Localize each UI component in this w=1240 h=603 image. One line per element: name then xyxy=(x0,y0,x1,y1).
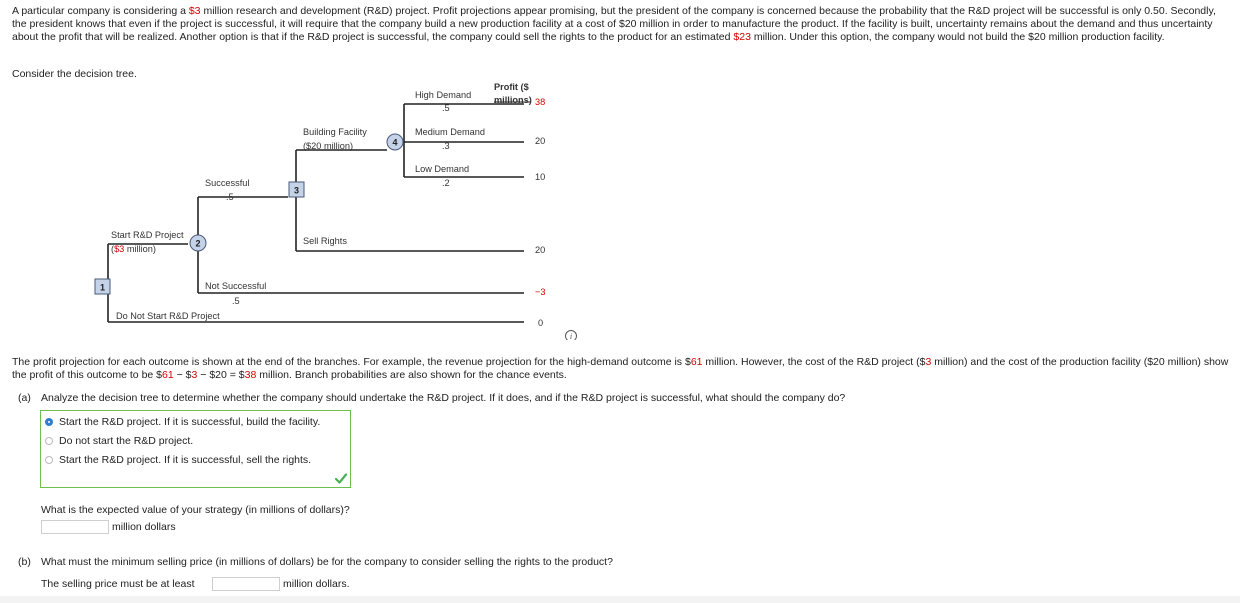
ev-unit: million dollars xyxy=(112,521,176,533)
not-successful-label: Not Successful xyxy=(205,281,267,291)
node-3-label: 3 xyxy=(293,185,300,196)
radio-unselected[interactable] xyxy=(45,456,53,464)
answer-options xyxy=(40,410,351,488)
profit-header-units: millions) xyxy=(494,95,532,105)
option-sell-rights[interactable]: Start the R&D project. If it is successful, sell the rights. xyxy=(45,454,311,466)
building-facility-label: Building Facility xyxy=(303,127,367,137)
building-cost-label: ($20 million) xyxy=(303,141,354,151)
low-demand-label: Low Demand xyxy=(415,164,470,174)
node-4-label: 4 xyxy=(392,137,398,148)
profit-medium: 20 xyxy=(535,136,546,146)
part-a-label: (a) xyxy=(18,392,31,404)
node-1-label: 1 xyxy=(99,282,106,293)
ev-question: What is the expected value of your strategy (in millions of dollars)? xyxy=(41,504,350,516)
bottom-bar xyxy=(0,596,1240,603)
option-do-not-start[interactable]: Do not start the R&D project. xyxy=(45,435,193,447)
selling-price-unit: million dollars. xyxy=(283,578,350,590)
info-icon-glyph: i xyxy=(569,332,573,340)
radio-unselected[interactable] xyxy=(45,437,53,445)
start-rd-label: Start R&D Project xyxy=(111,230,184,240)
not-successful-prob: .5 xyxy=(232,296,240,306)
rd-cost-label: ($3 million) xyxy=(111,244,156,254)
successful-label: Successful xyxy=(205,178,250,188)
part-a-question: Analyze the decision tree to determine whether the company should undertake the R&D project. If it does, and if the R&D project is successful, what should the company do? xyxy=(41,392,846,404)
explanation: The profit projection for each outcome is shown at the end of the branches. For example, the revenue projection for the high-demand outcome is $61 million. However, the cost of the R&D project ($3 million) and the cost of the production facility ($20 million) show the profit of this outcome to be $61 − $3 − $20 = $38 million. Branch probabilities are also shown for the chance events. xyxy=(12,356,1229,381)
profit-header: Profit ($ xyxy=(494,82,529,92)
profit-sell: 20 xyxy=(535,245,546,255)
successful-prob: .5 xyxy=(226,192,234,202)
part-b-question: What must the minimum selling price (in millions of dollars) be for the company to consider selling the rights to the product? xyxy=(41,556,613,568)
problem-statement: A particular company is considering a $3 million research and development (R&D) project. Profit projections appear promising, but the president of the company is concerned because the probability that the R&D project will be successful is only 0.50. Secondly, the president knows that even if the project is successful, it will require that the company build a new production facility at a cost of $20 million in order to manufacture the product. If the facility is built, uncertainty remains about the demand and thus uncertainty about the profit that will be realized. Another option is that if the R&D project is successful, the company could sell the rights to the product for an estimated $23 million. Under this option, the company would not build the $20 million production facility. xyxy=(12,5,1216,43)
selling-price-prefix: The selling price must be at least xyxy=(41,578,195,590)
medium-demand-label: Medium Demand xyxy=(415,127,485,137)
node-2-label: 2 xyxy=(195,238,201,249)
profit-high: 38 xyxy=(535,97,546,107)
checkmark-icon xyxy=(335,473,347,484)
option-build-facility[interactable]: Start the R&D project. If it is successful, build the facility. xyxy=(45,416,320,428)
consider-label: Consider the decision tree. xyxy=(12,68,137,80)
high-demand-label: High Demand xyxy=(415,90,472,100)
do-not-start-label: Do Not Start R&D Project xyxy=(116,311,220,321)
part-b-label: (b) xyxy=(18,556,31,568)
high-demand-prob: .5 xyxy=(442,103,450,113)
medium-demand-prob: .3 xyxy=(442,141,450,151)
profit-not-successful: −3 xyxy=(535,287,546,297)
sell-rights-label: Sell Rights xyxy=(303,236,347,246)
profit-do-not-start: 0 xyxy=(538,318,544,328)
radio-selected[interactable] xyxy=(45,418,53,426)
profit-low: 10 xyxy=(535,172,546,182)
low-demand-prob: .2 xyxy=(442,178,450,188)
ev-input[interactable] xyxy=(41,520,109,534)
selling-price-input[interactable] xyxy=(212,577,280,591)
